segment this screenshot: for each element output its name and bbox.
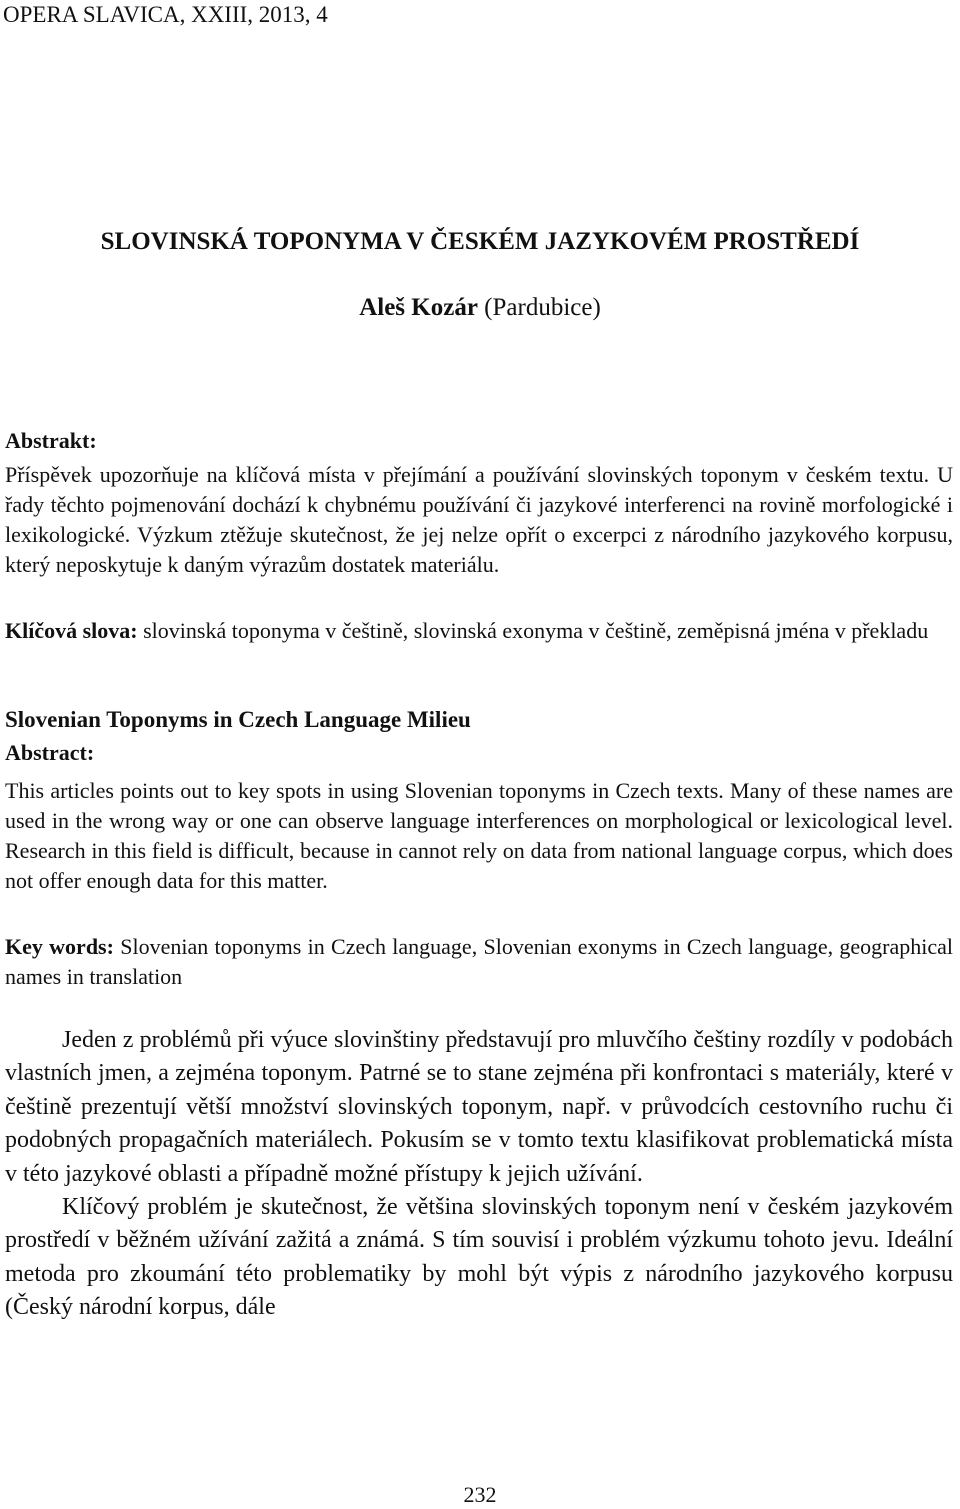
czech-keywords-label: Klíčová slova:: [5, 618, 138, 643]
running-head: OPERA SLAVICA, XXIII, 2013, 4: [3, 2, 328, 27]
author-line: [0, 291, 960, 325]
czech-keywords: [5, 616, 953, 646]
english-keywords-text: Slovenian toponyms in Czech language, Slovenian exonyms in Czech language, geographical names in translation: [5, 934, 953, 989]
body-paragraph: Jeden z problémů při výuce slovinštiny představují pro mluvčího češtiny rozdíly v podobách vlastních jmen, a zejména toponym. Patrné se to stane zejména při konfrontaci s materiály, které v češtině prezentují větší množství slovinských toponym, např. v průvodcích cestovního ruchu či podobných propagačních materiálech. Pokusím se v tomto textu klasifikovat problematická místa v této jazykové oblasti a případně možné přístupy k jejich užívání.: [5, 1027, 953, 1187]
czech-abstract-text: Příspěvek upozorňuje na klíčová místa v přejímání a používání slovinských toponym v českém textu. U řady těchto pojmenování dochází k chybnému používání či jazykové interferenci na rovině morfologické i lexikologické. Výzkum ztěžuje skutečnost, že jej nelze opřít o excerpci z národního jazykového korpusu, který neposkytuje k daným výrazům dostatek materiálu.: [5, 462, 953, 577]
author-affiliation: (Pardubice): [484, 294, 601, 321]
page-number: 232: [463, 1482, 497, 1507]
english-abstract-text: This articles points out to key spots in using Slovenian toponyms in Czech texts. Many of these names are used in the wrong way or one can observe language interferences on morphological or lexicological level. Research in this field is difficult, because in cannot rely on data from national language corpus, which does not offer enough data for this matter.: [5, 778, 953, 893]
english-title: Slovenian Toponyms in Czech Language Milieu: [5, 707, 471, 732]
czech-abstract-label: Abstrakt:: [5, 428, 97, 453]
author-name: Aleš Kozár: [359, 294, 478, 321]
english-keywords: [5, 932, 953, 992]
czech-keywords-text: slovinská toponyma v češtině, slovinská exonyma v češtině, zeměpisná jména v překladu: [143, 618, 929, 643]
english-abstract-label: Abstract:: [5, 740, 95, 765]
body-paragraph: Klíčový problém je skutečnost, že většina slovinských toponym není v českém jazykovém prostředí v běžném užívání zažitá a známá. S tím souvisí i problém výzkumu tohoto jevu. Ideální metoda pro zkoumání této problematiky by mohl být výpis z národního jazykového korpusu (Český národní korpus, dále: [5, 1194, 953, 1321]
article-title: SLOVINSKÁ TOPONYMA V ČESKÉM JAZYKOVÉM PROSTŘEDÍ: [100, 228, 860, 255]
body-text: [5, 1024, 953, 1325]
english-keywords-label: Key words:: [5, 934, 114, 959]
